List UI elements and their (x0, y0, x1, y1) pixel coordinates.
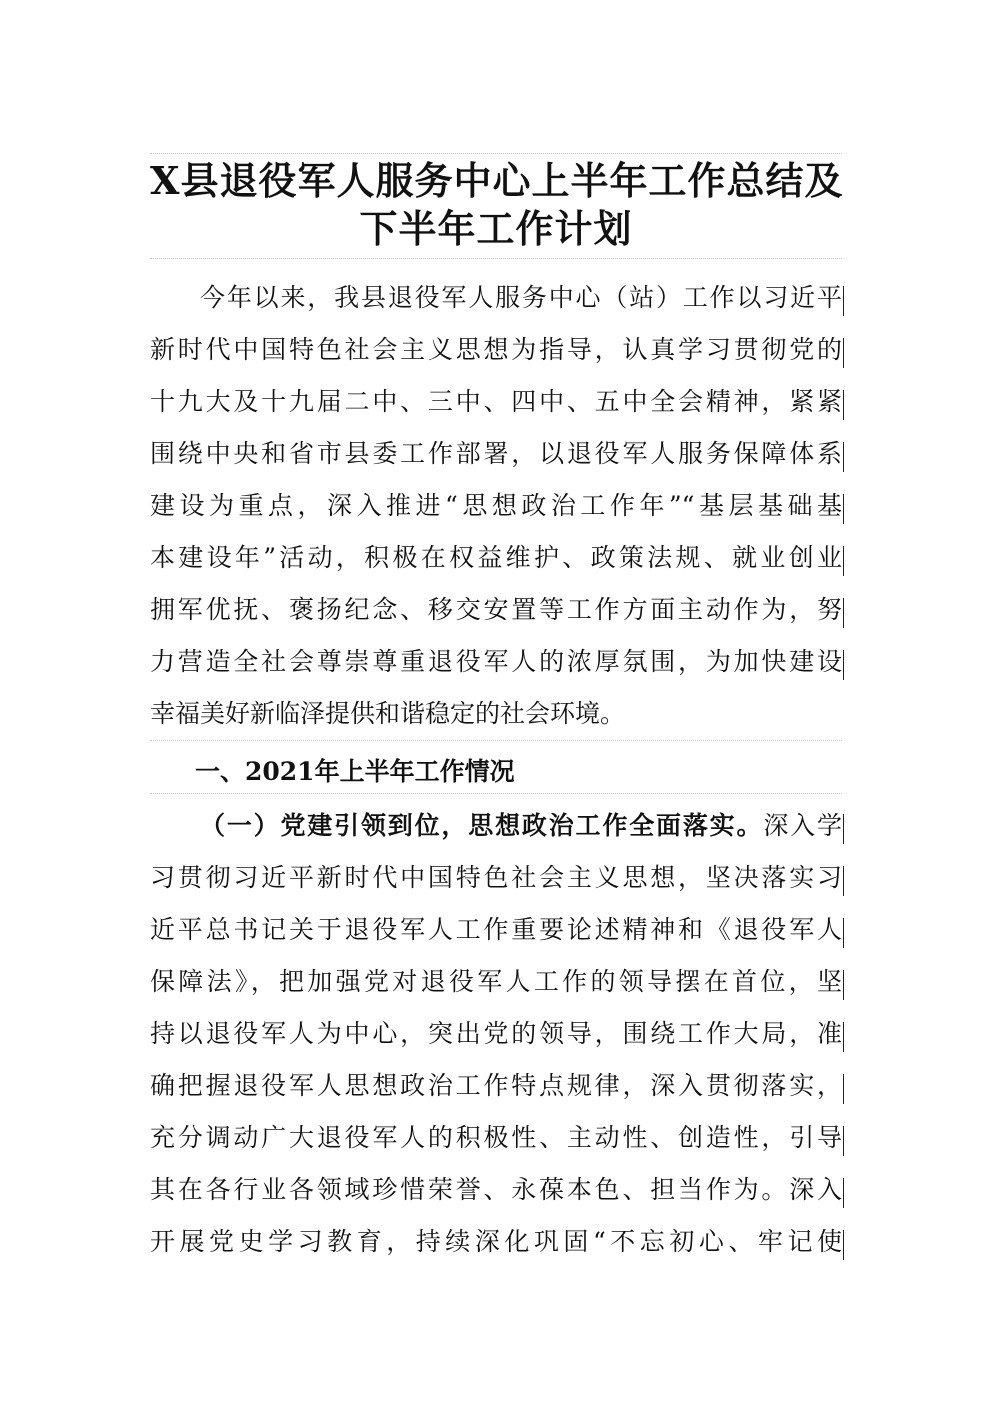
margin-bar (843, 650, 844, 680)
paragraph-line: 习贯彻习近平新时代中国特色社会主义思想，坚决落实习 (150, 863, 842, 892)
paragraph-line: 本建设年”活动，积极在权益维护、政策法规、就业创业 (150, 543, 842, 572)
margin-bar (843, 918, 844, 948)
paragraph-line: 开展党史学习教育，持续深化巩固“不忘初心、牢记使 (150, 1227, 842, 1256)
margin-bar (843, 1230, 844, 1260)
paragraph-line: 幸福美好新临泽提供和谐稳定的社会环境。 (150, 699, 626, 728)
section-heading: 一、2021年上半年工作情况 (195, 757, 515, 786)
paragraph-line (150, 800, 842, 852)
document-title-line-1: X县退役军人服务中心上半年工作总结及 (150, 158, 844, 203)
margin-bar (843, 1126, 844, 1156)
margin-bar (843, 866, 844, 896)
margin-bar (843, 1178, 844, 1208)
paragraph-line: 今年以来，我县退役军人服务中心（站）工作以习近平 (200, 283, 842, 312)
subsection-paragraph (150, 800, 842, 1268)
heading-divider-guide (150, 793, 842, 794)
top-margin-guide (150, 153, 842, 154)
paragraph-line: 持以退役军人为中心，突出党的领导，围绕工作大局，准 (150, 1019, 842, 1048)
paragraph-line: 十九大及十九届二中、三中、四中、五中全会精神，紧紧 (150, 387, 842, 416)
margin-bar (843, 970, 844, 1000)
margin-bar (843, 814, 844, 844)
margin-bar (843, 494, 844, 524)
margin-bar (843, 1022, 844, 1052)
subsection-heading: （一）党建引领到位，思想政治工作全面落实。 (200, 811, 764, 840)
margin-bar (843, 598, 844, 628)
paragraph-divider-guide (150, 740, 842, 741)
paragraph-line: 围绕中央和省市县委工作部署，以退役军人服务保障体系 (150, 439, 842, 468)
margin-bar (843, 390, 844, 420)
margin-bar (843, 338, 844, 368)
margin-bar (843, 1074, 844, 1104)
title-divider-guide (150, 258, 842, 259)
paragraph-line: 充分调动广大退役军人的积极性、主动性、创造性，引导 (150, 1123, 842, 1152)
paragraph-line: 其在各行业各领域珍惜荣誉、永葆本色、担当作为。深入 (150, 1175, 842, 1204)
paragraph-line: 建设为重点，深入推进“思想政治工作年”“基层基础基 (150, 491, 842, 520)
margin-bar (843, 546, 844, 576)
margin-bar (843, 442, 844, 472)
paragraph-line: 确把握退役军人思想政治工作特点规律，深入贯彻落实， (150, 1071, 842, 1100)
document-title-line-2: 下半年工作计划 (359, 206, 633, 251)
subsection-text: 深入学 (763, 811, 842, 840)
paragraph-line: 保障法》，把加强党对退役军人工作的领导摆在首位，坚 (150, 967, 842, 996)
paragraph-line: 拥军优抚、褒扬纪念、移交安置等工作方面主动作为，努 (150, 595, 842, 624)
paragraph-line: 新时代中国特色社会主义思想为指导，认真学习贯彻党的 (150, 335, 842, 364)
intro-paragraph (150, 272, 842, 740)
margin-bar (843, 286, 844, 316)
paragraph-line: 力营造全社会尊崇尊重退役军人的浓厚氛围，为加快建设 (150, 647, 842, 676)
paragraph-line: 近平总书记关于退役军人工作重要论述精神和《退役军人 (150, 915, 842, 944)
